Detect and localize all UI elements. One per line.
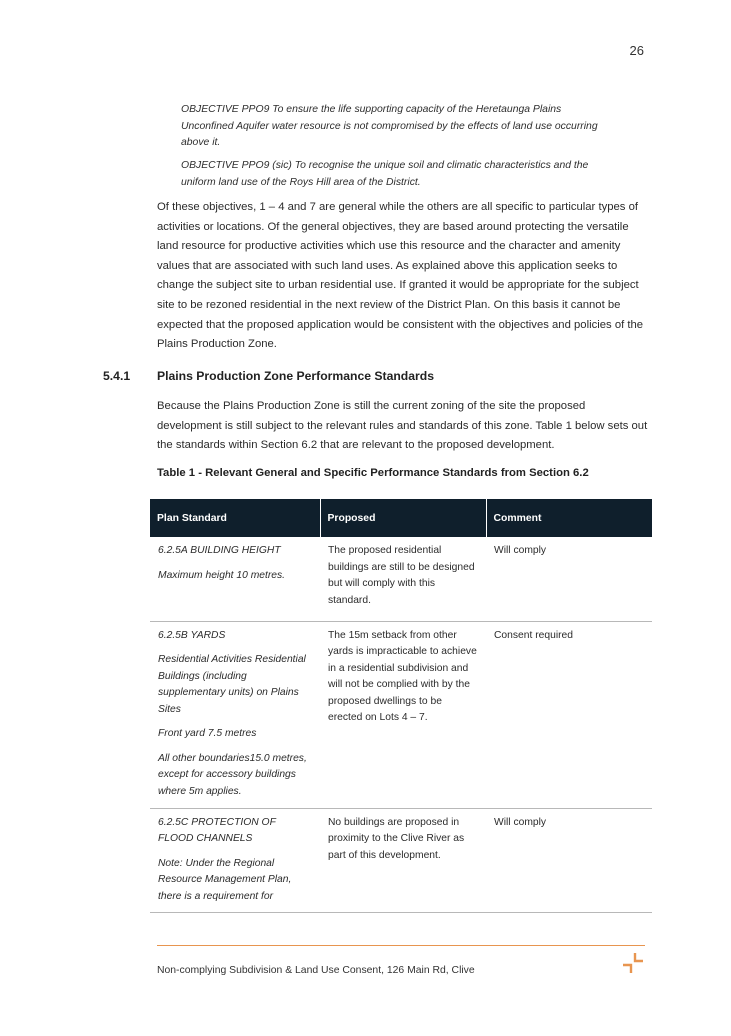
standard-cell [150,621,320,808]
standards-table [150,499,652,913]
header-plan-standard: Plan Standard [150,499,320,537]
body-paragraph-2: Because the Plains Production Zone is still the current zoning of the site the proposed development is still subject to the relevant rules and standards of this zone. Table 1 below sets out the standards within Section 6.2 that are relevant to the proposed development. [157,400,648,452]
standard-detail: Note: Under the Regional Resource Management Plan, there is a requirement for [158,857,292,902]
proposed-cell: The proposed residential buildings are still to be designed but will comply with this standard. [328,545,475,606]
standard-title: 6.2.5C PROTECTION OF FLOOD CHANNELS [158,816,276,844]
orange-bracket-logo-icon [623,953,643,973]
standard-title: 6.2.5A BUILDING HEIGHT [158,545,281,556]
objective-quote-2: OBJECTIVE PPO9 (sic) To recognise the unique soil and climatic characteristics and the uniform land use of the Roys Hill area of the District. [181,160,589,188]
proposed-cell: The 15m setback from other yards is impracticable to achieve in a residential subdivision and will not be complied with by the proposed dwellings to be erected on Lots 4 – 7. [328,629,477,723]
standard-title: 6.2.5B YARDS [158,629,226,641]
standard-detail: Front yard 7.5 metres [158,728,257,739]
standard-cell [150,808,320,913]
header-proposed: Proposed [320,499,486,537]
proposed-cell: No buildings are proposed in proximity to the Clive River as part of this development. [328,816,465,861]
comment-cell: Will comply [494,545,547,556]
table-row [150,621,652,808]
table-header-row [150,499,652,537]
standard-detail: Residential Activities Residential Buildings (including supplementary units) on Plains Sites [158,654,306,715]
standard-cell [150,537,320,621]
standard-detail: All other boundaries15.0 metres, except for accessory buildings where 5m applies. [158,752,307,797]
header-comment: Comment [486,499,652,537]
objective-quote-1: OBJECTIVE PPO9 To ensure the life supporting capacity of the Heretaunga Plains Unconfined Aquifer water resource is not compromised by the effects of land use occurring above it. [181,104,598,148]
table-row [150,808,652,913]
footer-text: Non-complying Subdivision & Land Use Consent, 126 Main Rd, Clive [157,965,475,976]
comment-cell: Consent required [494,629,573,641]
comment-cell: Will comply [494,816,547,828]
section-number: 5.4.1 [103,369,131,383]
body-paragraph-1: Of these objectives, 1 – 4 and 7 are general while the others are all specific to particular types of activities or locations. Of the general objectives, they are based around protecting the versatile land resource for productive activities which use this resource and the character and amenity values that are associated with such land uses. As explained above this application seeks to change the subject site to urban residential use. If granted it would be appropriate for the subject site to be rezoned residential in the next review of the District Plan. On this basis it cannot be expected that the proposed application would be consistent with the objectives and policies of the Plains Production Zone. [157,201,644,351]
section-heading [103,369,434,383]
section-title: Plains Production Zone Performance Standards [157,369,434,383]
standard-detail: Maximum height 10 metres. [158,569,286,581]
footer-rule [157,945,645,946]
table-row [150,537,652,621]
page-number: 26 [629,43,644,58]
table-caption: Table 1 - Relevant General and Specific Performance Standards from Section 6.2 [157,467,589,479]
